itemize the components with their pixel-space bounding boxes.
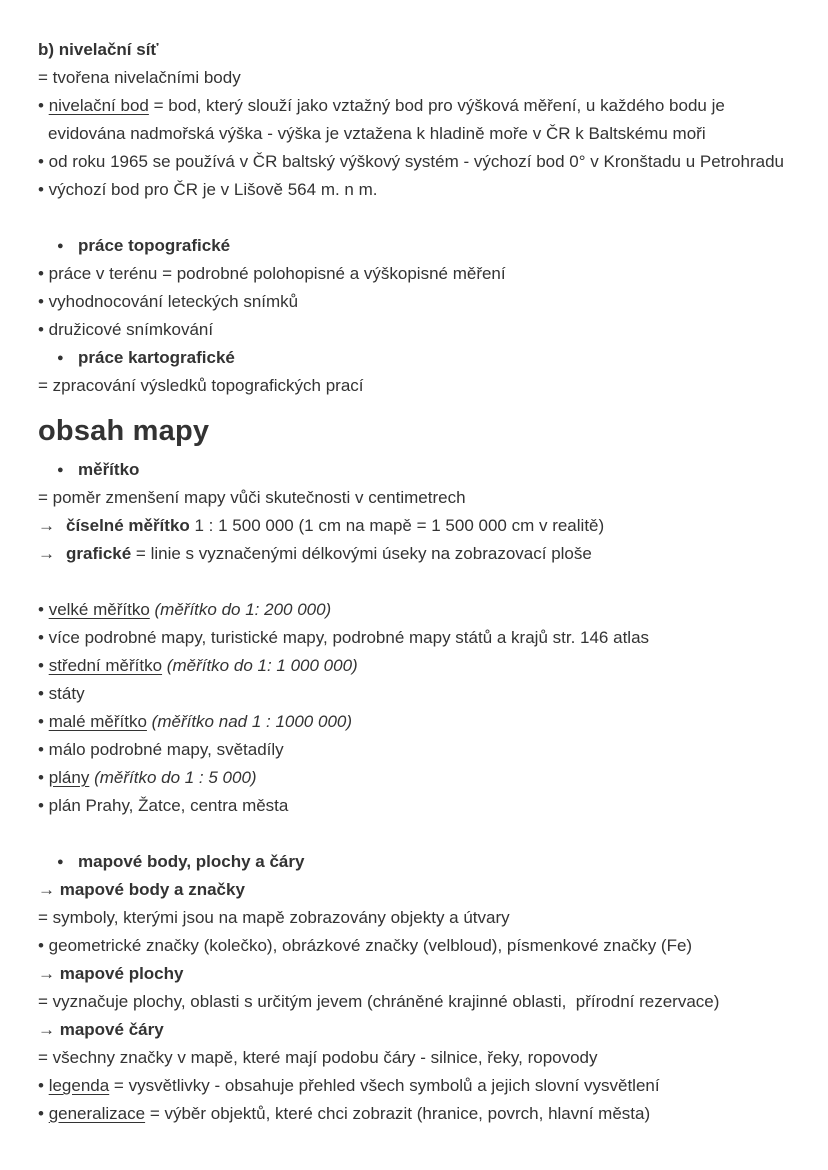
text-segment: → mapové body a značky xyxy=(38,880,245,899)
text-segment: • xyxy=(38,712,49,731)
bullet-meritko xyxy=(38,456,792,484)
text-line xyxy=(38,372,792,400)
text-line xyxy=(38,1044,792,1072)
line-graficke-meritko xyxy=(38,540,792,568)
text-segment: grafické xyxy=(66,544,132,563)
text-segment: (měřítko nad 1 : 1000 000) xyxy=(151,712,353,731)
text-line xyxy=(38,484,792,512)
text-line xyxy=(38,148,792,176)
text-segment: • xyxy=(38,96,49,115)
text-line xyxy=(38,316,792,344)
blank-line xyxy=(38,568,792,596)
section-title-obsah-mapy xyxy=(38,412,792,450)
text-segment: • plán Prahy, Žatce, centra města xyxy=(38,796,289,815)
text-segment: malé měřítko xyxy=(48,712,147,731)
text-segment: mapové body, plochy a čáry xyxy=(78,852,305,871)
text-segment: (měřítko do 1: 200 000) xyxy=(154,600,332,619)
text-segment: • práce v terénu = podrobné polohopisné a výškopisné měření xyxy=(38,264,506,283)
text-segment: = vyznačuje plochy, oblasti s určitým jevem (chráněné krajinné oblasti, přírodní rezervace) xyxy=(38,992,720,1011)
text-segment: • xyxy=(38,1076,49,1095)
blank-line xyxy=(38,204,792,232)
text-segment: měřítko xyxy=(78,460,140,479)
text-line xyxy=(38,596,792,624)
text-segment: = tvořena nivelačními body xyxy=(38,68,241,87)
text-segment: = všechny značky v mapě, které mají podobu čáry - silnice, řeky, ropovody xyxy=(38,1048,598,1067)
text-segment: plány xyxy=(48,768,90,787)
text-segment: → xyxy=(38,544,55,563)
text-line xyxy=(38,792,792,820)
text-line xyxy=(38,624,792,652)
text-segment: → mapové čáry xyxy=(38,1020,164,1039)
line-mapove-cary xyxy=(38,1016,792,1044)
text-line xyxy=(38,1100,792,1128)
text-segment: střední měřítko xyxy=(48,656,163,675)
blank-line xyxy=(38,820,792,848)
text-line xyxy=(38,260,792,288)
text-segment: velké měřítko xyxy=(48,600,150,619)
text-segment: • více podrobné mapy, turistické mapy, podrobné mapy států a krajů str. 146 atlas xyxy=(38,628,650,647)
text-segment: • vyhodnocování leteckých snímků xyxy=(38,292,299,311)
text-line xyxy=(38,652,792,680)
text-segment: = linie s vyznačenými délkovými úseky na zobrazovací ploše xyxy=(131,544,592,563)
line-mapove-plochy xyxy=(38,960,792,988)
text-segment: (měřítko do 1 : 5 000) xyxy=(94,768,257,787)
text-segment: b) nivelační síť xyxy=(38,40,159,59)
text-segment: • málo podrobné mapy, světadíly xyxy=(38,740,284,759)
text-segment: generalizace xyxy=(48,1104,146,1123)
text-segment: • xyxy=(38,1104,49,1123)
text-segment: číselné měřítko xyxy=(66,516,190,535)
text-segment: • státy xyxy=(38,684,85,703)
text-segment: obsah mapy xyxy=(38,415,210,447)
text-segment: • geometrické značky (kolečko), obrázkové značky (velbloud), písmenkové značky (Fe) xyxy=(38,936,693,955)
text-segment: → xyxy=(38,516,55,535)
text-segment: • družicové snímkování xyxy=(38,320,214,339)
text-line xyxy=(38,288,792,316)
text-segment: = zpracování výsledků topografických prací xyxy=(38,376,364,395)
bullet-icon: ● xyxy=(57,240,64,252)
bullet-prace-kartograficke xyxy=(38,344,792,372)
text-line xyxy=(38,64,792,92)
text-segment: legenda xyxy=(48,1076,110,1095)
line-mapove-body-znacky xyxy=(38,876,792,904)
text-segment: • xyxy=(38,656,49,675)
text-segment: 1 : 1 500 000 (1 cm na mapě = 1 500 000 cm v realitě) xyxy=(189,516,605,535)
bullet-icon: ● xyxy=(57,464,64,476)
text-line xyxy=(38,92,792,148)
bullet-prace-topograficke xyxy=(38,232,792,260)
line-ciselne-meritko xyxy=(38,512,792,540)
text-line xyxy=(38,708,792,736)
bullet-icon: ● xyxy=(57,352,64,364)
text-segment: práce kartografické xyxy=(78,348,235,367)
text-line xyxy=(38,1072,792,1100)
text-segment: = vysvětlivky - obsahuje přehled všech symbolů a jejich slovní vysvětlení xyxy=(109,1076,660,1095)
text-segment: = symboly, kterými jsou na mapě zobrazovány objekty a útvary xyxy=(38,908,510,927)
text-line xyxy=(38,176,792,204)
text-line xyxy=(38,736,792,764)
text-segment: = bod, který slouží jako vztažný bod pro výšková měření, u každého bodu je evidována nadmořská výška - výška je vztažena k hladině moře v ČR k Baltskému moři xyxy=(48,96,730,143)
text-segment: • xyxy=(38,600,49,619)
text-segment: → mapové plochy xyxy=(38,964,184,983)
text-segment: • od roku 1965 se používá v ČR baltský výškový systém - výchozí bod 0° v Kronštadu u Petrohradu xyxy=(38,152,784,171)
text-segment: (měřítko do 1: 1 000 000) xyxy=(166,656,358,675)
heading-nivelacni-sit xyxy=(38,36,792,64)
text-segment: nivelační bod xyxy=(48,96,149,115)
text-segment: = poměr zmenšení mapy vůči skutečnosti v centimetrech xyxy=(38,488,466,507)
bullet-icon: ● xyxy=(57,856,64,868)
text-segment: práce topografické xyxy=(78,236,231,255)
text-segment: • xyxy=(38,768,49,787)
text-line xyxy=(38,988,792,1016)
text-line xyxy=(38,932,792,960)
text-segment: • výchozí bod pro ČR je v Lišově 564 m. n m. xyxy=(38,180,378,199)
bullet-mapove-body-plochy-cary xyxy=(38,848,792,876)
text-segment: = výběr objektů, které chci zobrazit (hranice, povrch, hlavní města) xyxy=(145,1104,651,1123)
text-line xyxy=(38,680,792,708)
text-line xyxy=(38,904,792,932)
text-line xyxy=(38,764,792,792)
